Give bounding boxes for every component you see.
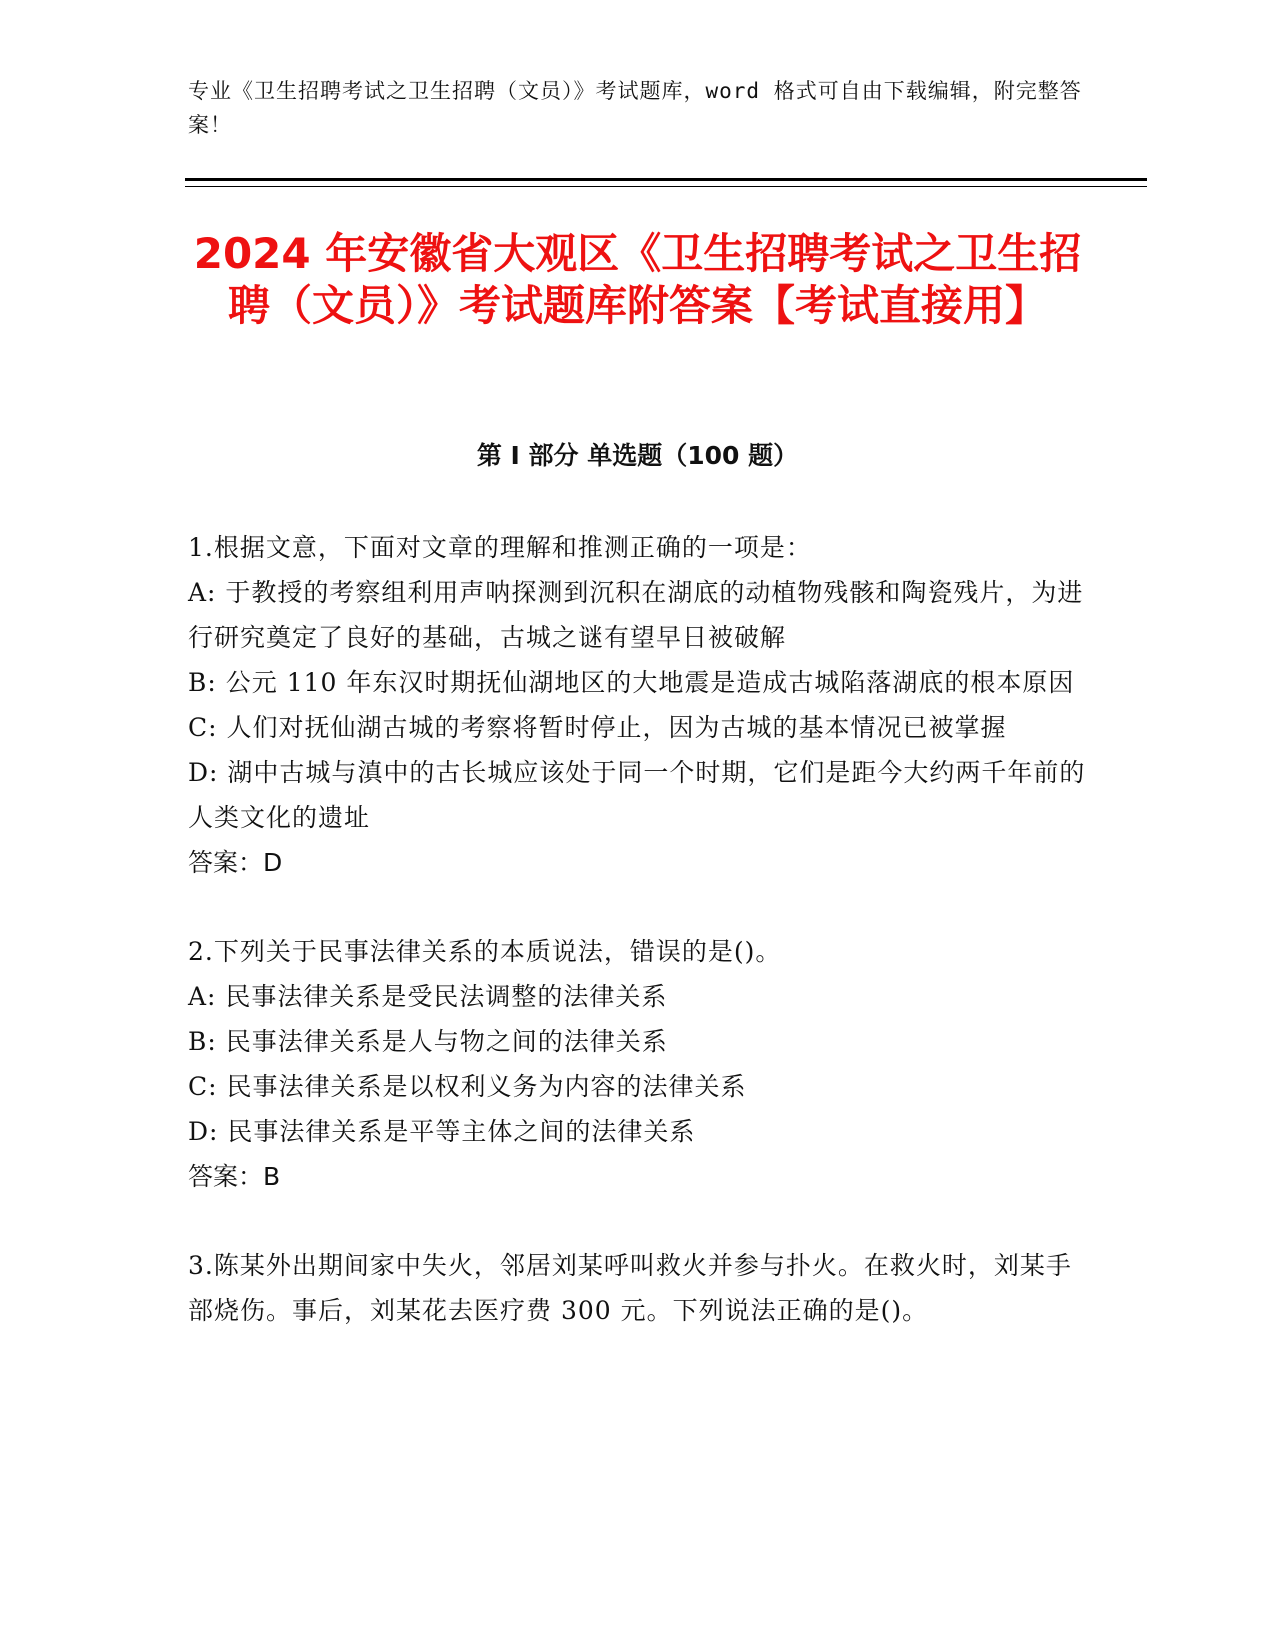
option-b: B: 公元 110 年东汉时期抚仙湖地区的大地震是造成古城陷落湖底的根本原因 xyxy=(188,668,1075,697)
question-stem: 2.下列关于民事法律关系的本质说法，错误的是()。 xyxy=(188,937,782,966)
option-a: A: 民事法律关系是受民法调整的法律关系 xyxy=(188,982,668,1011)
header-rule-thick xyxy=(185,178,1147,181)
answer: 答案：D xyxy=(188,848,283,877)
question-1 xyxy=(188,525,1088,885)
section-heading: 第 I 部分 单选题（100 题） xyxy=(476,441,799,470)
answer: 答案：B xyxy=(188,1162,281,1191)
option-a: A: 于教授的考察组利用声呐探测到沉积在湖底的动植物残骸和陶瓷残片，为进行研究奠定了良好的基础，古城之谜有望早日被破解 xyxy=(188,578,1084,652)
option-d: D: 湖中古城与滇中的古长城应该处于同一个时期，它们是距今大约两千年前的人类文化的遗址 xyxy=(188,758,1086,832)
question-stem: 1.根据文意，下面对文章的理解和推测正确的一项是： xyxy=(188,533,812,562)
option-c: C: 人们对抚仙湖古城的考察将暂时停止，因为古城的基本情况已被掌握 xyxy=(188,713,1007,742)
question-stem: 3.陈某外出期间家中失火，邻居刘某呼叫救火并参与扑火。在救火时，刘某手部烧伤。事后，刘某花去医疗费 300 元。下列说法正确的是()。 xyxy=(188,1251,1072,1325)
question-3 xyxy=(188,1243,1088,1333)
option-d: D: 民事法律关系是平等主体之间的法律关系 xyxy=(188,1117,696,1146)
question-list xyxy=(188,525,1088,1377)
document-title: 2024 年安徽省大观区《卫生招聘考试之卫生招聘（文员）》考试题库附答案【考试直接用】 xyxy=(193,229,1082,330)
header-note: 专业《卫生招聘考试之卫生招聘（文员）》考试题库，word 格式可自由下载编辑，附完整答案！ xyxy=(188,79,1082,137)
header-rule-thin xyxy=(185,186,1147,187)
option-c: C: 民事法律关系是以权利义务为内容的法律关系 xyxy=(188,1072,747,1101)
option-b: B: 民事法律关系是人与物之间的法律关系 xyxy=(188,1027,668,1056)
question-2 xyxy=(188,929,1088,1199)
